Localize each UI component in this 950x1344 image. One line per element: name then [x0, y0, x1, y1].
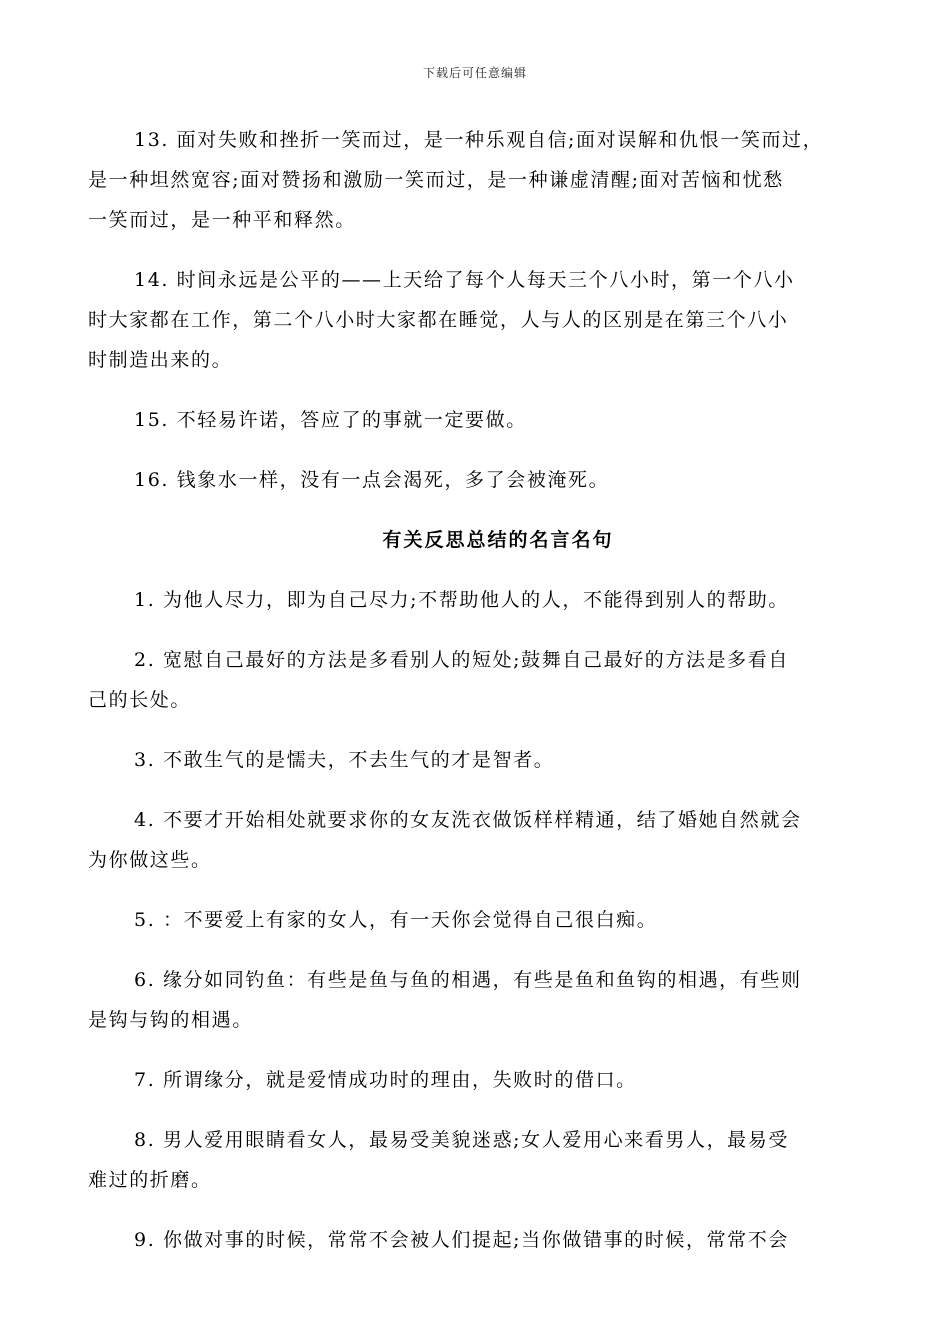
- quote-15: 15. 不轻易许诺，答应了的事就一定要做。: [134, 409, 527, 431]
- reflection-quote-3: 3. 不敢生气的是懦夫，不去生气的才是智者。: [134, 749, 555, 771]
- quote-13: 13. 面对失败和挫折一笑而过，是一种乐观自信;面对误解和仇恨一笑而过， 是一种坦然宽容;面对赞扬和激励一笑而过，是一种谦虚清醒;面对苦恼和忧愁 一笑而过，是一种平和释然。: [88, 129, 824, 231]
- reflection-quote-9: 9. 你做对事的时候，常常不会被人们提起;当你做错事的时候，常常不会: [134, 1229, 789, 1251]
- document-body: [88, 120, 878, 1280]
- quote-14: 14. 时间永远是公平的——上天给了每个人每天三个八小时，第一个八小 时大家都在工作，第二个八小时大家都在睡觉，人与人的区别是在第三个八小 时制造出来的。: [88, 269, 795, 371]
- reflection-quote-4: 4. 不要才开始相处就要求你的女友洗衣做饭样样精通，结了婚她自然就会 为你做这些。: [88, 809, 802, 871]
- reflection-quote-6: 6. 缘分如同钓鱼：有些是鱼与鱼的相遇，有些是鱼和鱼钩的相遇，有些则 是钩与钩的相遇。: [88, 969, 802, 1031]
- section-title: 有关反思总结的名言名句: [382, 529, 614, 551]
- page-header: 下载后可任意编辑: [422, 66, 527, 80]
- reflection-quote-7: 7. 所谓缘分，就是爱情成功时的理由，失败时的借口。: [134, 1069, 637, 1091]
- reflection-quote-8: 8. 男人爱用眼睛看女人，最易受美貌迷惑;女人爱用心来看男人，最易受 难过的折磨。: [88, 1129, 789, 1191]
- reflection-quote-2: 2. 宽慰自己最好的方法是多看别人的短处;鼓舞自己最好的方法是多看自 己的长处。: [88, 649, 789, 711]
- reflection-quote-1: 1. 为他人尽力，即为自己尽力;不帮助他人的人，不能得到别人的帮助。: [134, 589, 789, 611]
- reflection-quote-5: 5. ：不要爱上有家的女人，有一天你会觉得自己很白痴。: [134, 909, 658, 931]
- quote-16: 16. 钱象水一样，没有一点会渴死，多了会被淹死。: [134, 469, 610, 491]
